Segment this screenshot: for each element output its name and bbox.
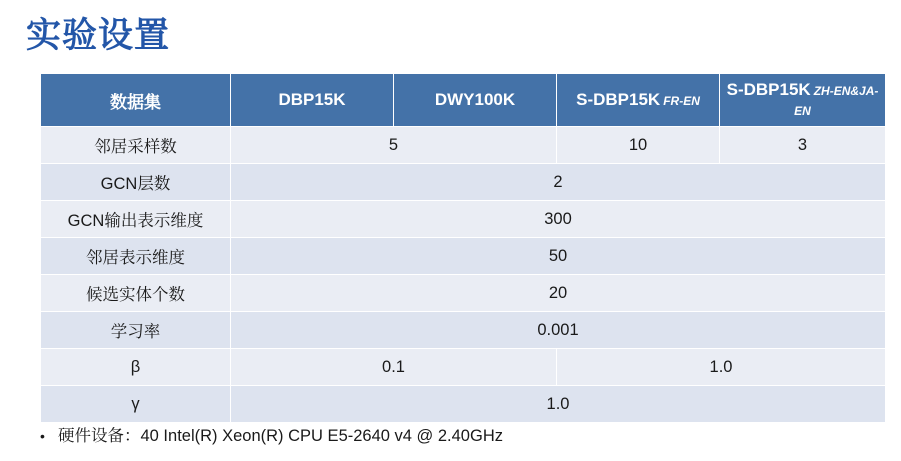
table-row	[41, 164, 886, 201]
table-header-cell-s-dbp15k-fr-en	[557, 74, 720, 127]
table-cell-value: 1.0	[231, 386, 886, 423]
experiment-settings-table-container	[40, 73, 885, 423]
table-row	[41, 312, 886, 349]
table-cell-value: 1.0	[557, 349, 886, 386]
table-cell-value: 20	[231, 275, 886, 312]
header-label-main: S-DBP15K	[576, 90, 661, 109]
table-cell-value: 0.1	[231, 349, 557, 386]
table-row-label: GCN输出表示维度	[41, 201, 231, 238]
table-cell-value: 5	[231, 127, 557, 164]
table-cell-value: 0.001	[231, 312, 886, 349]
hardware-bullet	[40, 425, 885, 447]
table-cell-value: 300	[231, 201, 886, 238]
table-cell-value: 2	[231, 164, 886, 201]
table-row-label: GCN层数	[41, 164, 231, 201]
hardware-bullet-text: 硬件设备：40 Intel(R) Xeon(R) CPU E5-2640 v4 @ 2.40GHz	[58, 427, 503, 445]
header-label-sub: FR-EN	[663, 94, 700, 108]
table-row-label: 邻居表示维度	[41, 238, 231, 275]
header-label-main: DWY100K	[434, 90, 516, 109]
experiment-settings-table	[40, 73, 886, 423]
table-row	[41, 127, 886, 164]
table-row	[41, 275, 886, 312]
table-row	[41, 349, 886, 386]
header-label-main: S-DBP15K	[726, 80, 811, 99]
table-row-label: γ	[41, 386, 231, 423]
table-row-label: β	[41, 349, 231, 386]
table-header-cell-s-dbp15k-zh-ja-en	[720, 74, 886, 127]
header-label-main: 数据集	[110, 92, 161, 112]
table-row	[41, 201, 886, 238]
table-header-row	[41, 74, 886, 127]
table-row	[41, 238, 886, 275]
table-row-label: 候选实体个数	[41, 275, 231, 312]
page-title: 实验设置	[26, 16, 171, 55]
table-header-cell-dbp15k	[231, 74, 394, 127]
table-cell-value: 10	[557, 127, 720, 164]
header-label-main: DBP15K	[278, 90, 346, 109]
table-header	[41, 74, 886, 127]
table-body	[41, 127, 886, 423]
header-label-sub: ZH-EN&JA-EN	[794, 84, 879, 118]
table-row-label: 邻居采样数	[41, 127, 231, 164]
table-header-cell-dataset	[41, 74, 231, 127]
table-cell-value: 50	[231, 238, 886, 275]
table-row-label: 学习率	[41, 312, 231, 349]
table-row	[41, 386, 886, 423]
table-cell-value: 3	[720, 127, 886, 164]
table-header-cell-dwy100k	[394, 74, 557, 127]
bullet-marker-icon: •	[40, 428, 45, 444]
